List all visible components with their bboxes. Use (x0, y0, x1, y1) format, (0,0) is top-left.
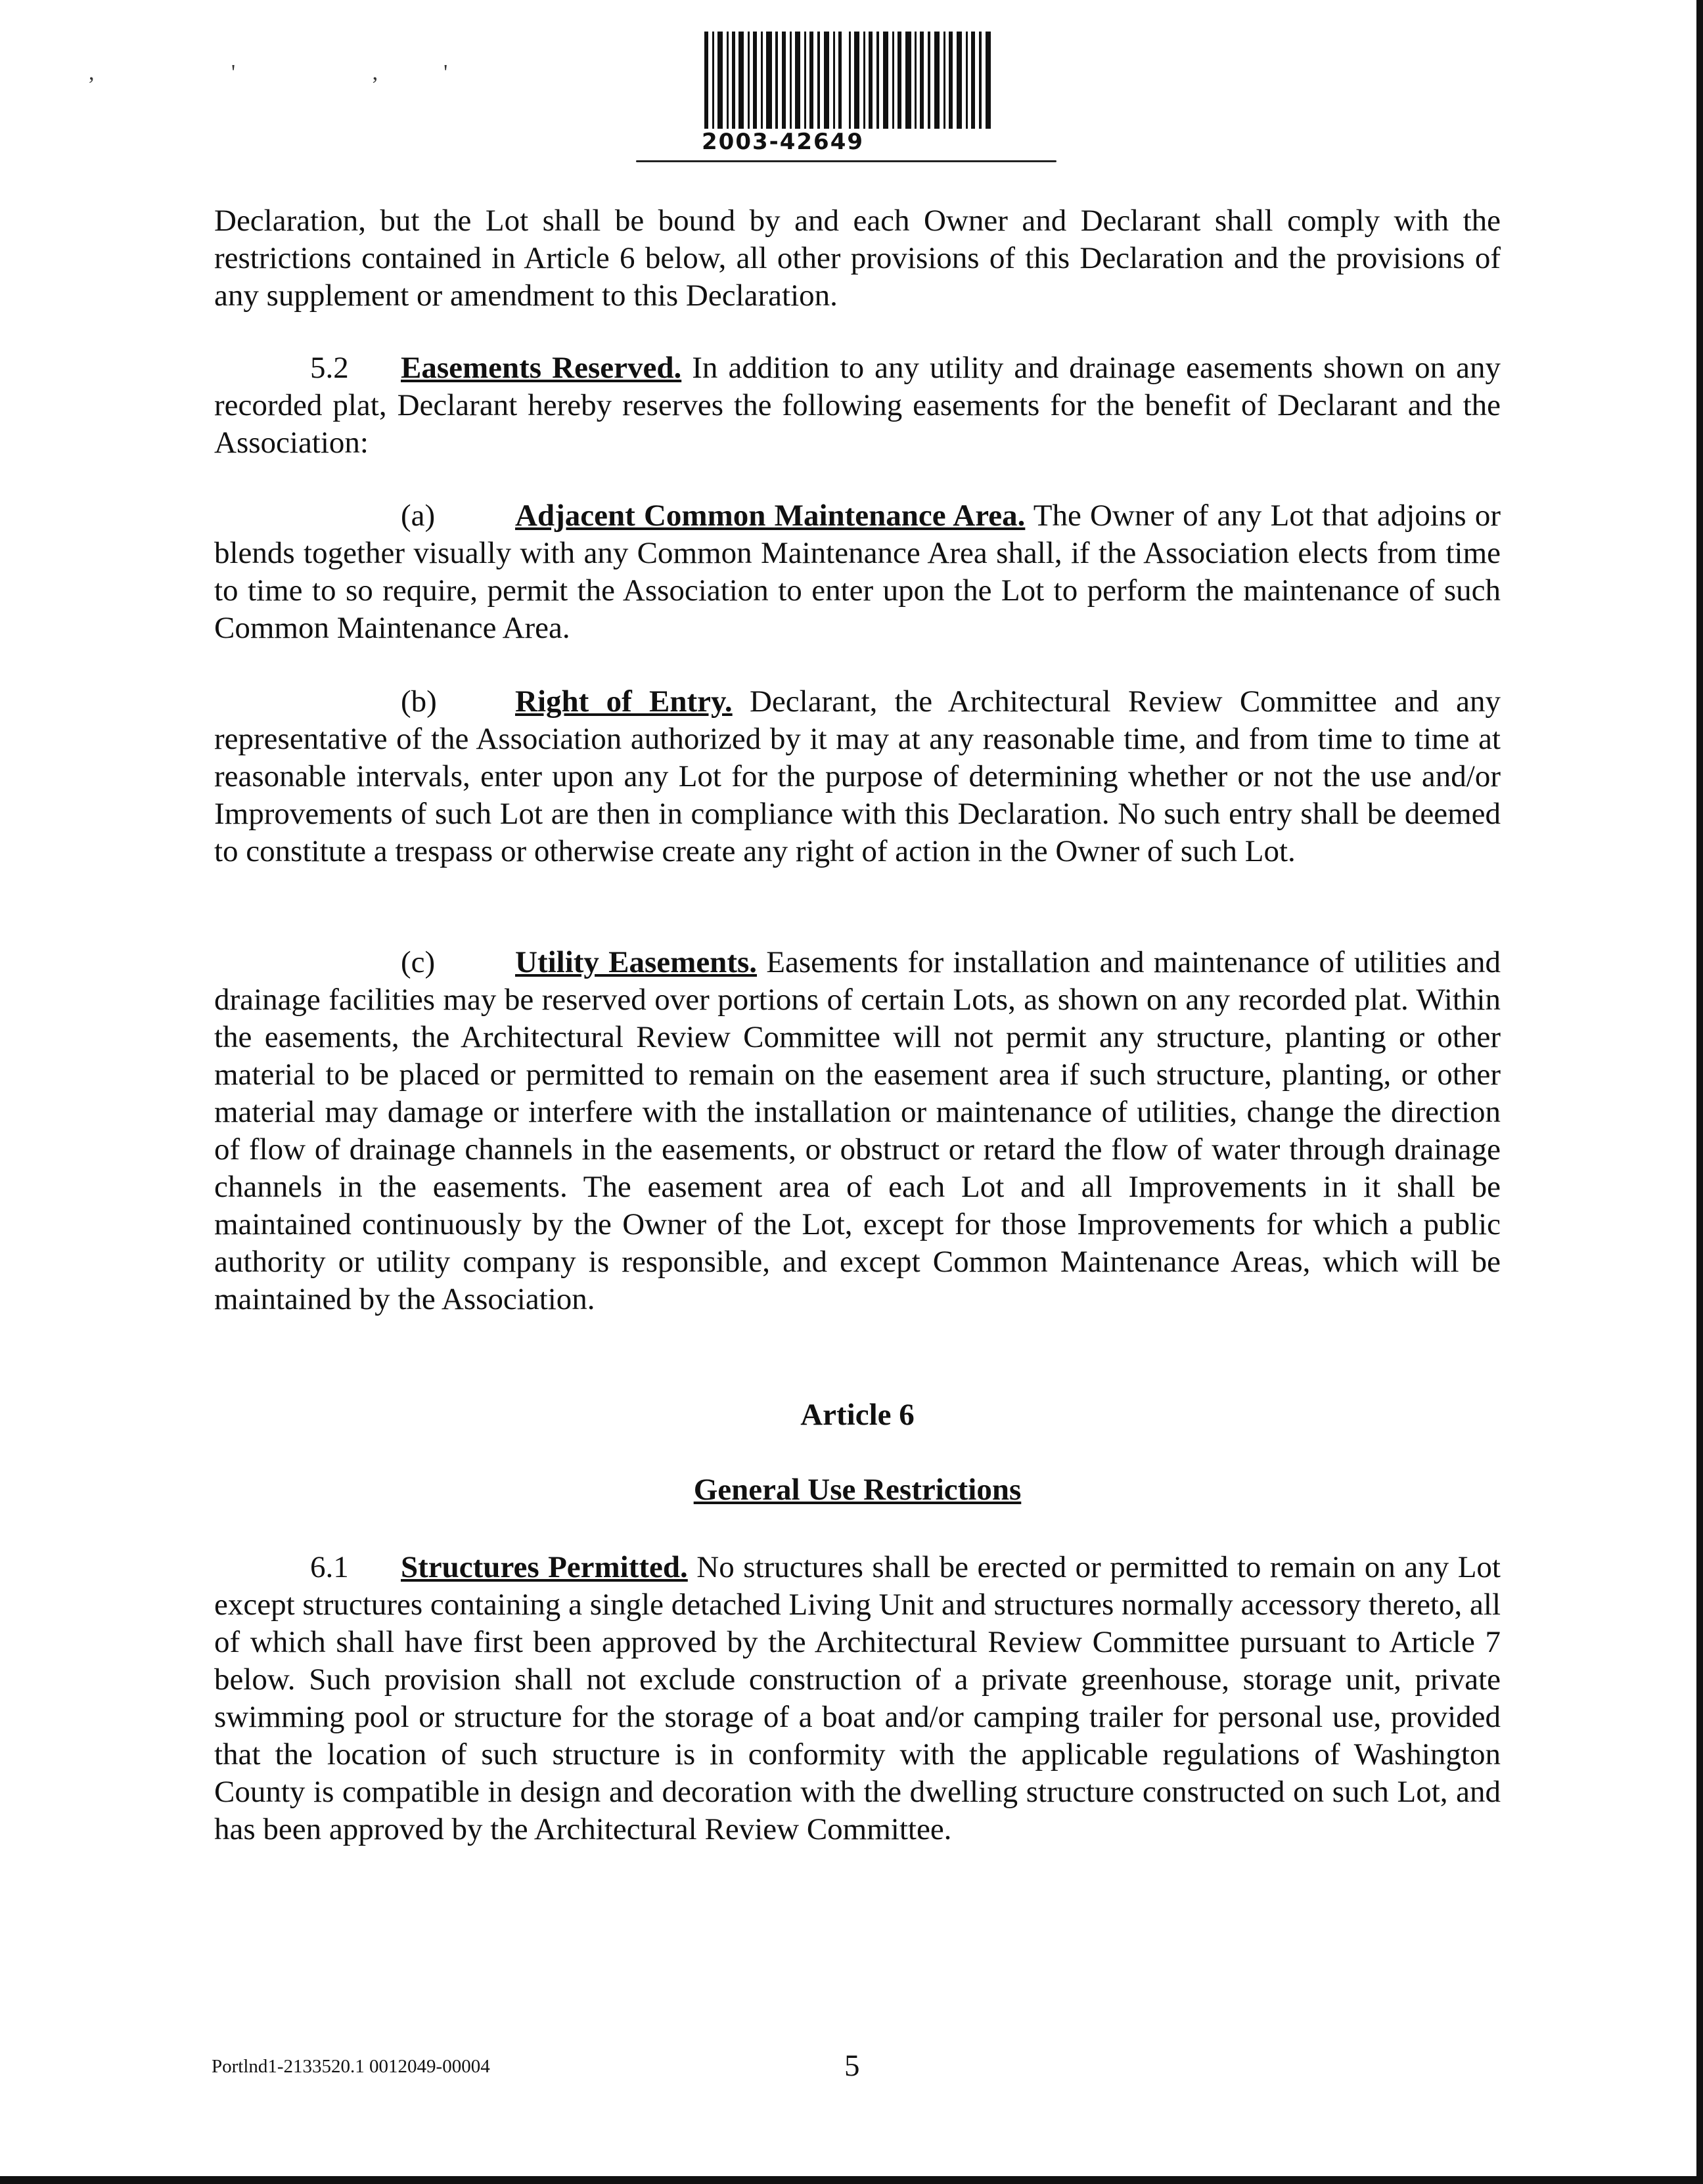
item-heading: Adjacent Common Maintenance Area. (515, 499, 1026, 533)
continuation-paragraph: Declaration, but the Lot shall be bound by and each Owner and Declarant shall comply with the restrictions contained in Article 6 below, all other provisions of this Declaration and the provisions of any supplement or amendment to this Declaration. (214, 204, 1501, 313)
item-heading: Utility Easements. (515, 945, 758, 979)
scan-marks: , ' ,' (89, 60, 514, 85)
page-edge-right (1696, 0, 1703, 2184)
article-title: General Use Restrictions (693, 1473, 1022, 1507)
item-b-paragraph (214, 683, 1501, 870)
article-number: Article 6 (800, 1398, 915, 1432)
document-number: 2003-42649 (702, 129, 868, 155)
section-5-2-paragraph (214, 349, 1501, 462)
section-heading: Structures Permitted. (401, 1550, 688, 1584)
item-label: (b) (401, 684, 437, 719)
item-text: Easements for installation and maintenance of utilities and drainage facilities may be reserved over portions of certain Lots, as shown on any recorded plat. Within the easements, the Architectural Review Committee will not permit any structure, planting or other material to be placed or permitted to remain on the easement area if such structure, planting, or other material may damage or interfere with the installation or maintenance of utilities, change the direction of flow of drainage channels in the easements, or obstruct or retard the flow of water through drainage channels in the easements. The easement area of each Lot and all Improvements in it shall be maintained continuously by the Owner of the Lot, except for those Improvements for which a public authority or utility company is responsible, and except Common Maintenance Areas, which will be maintained by the Association. (214, 945, 1501, 1316)
section-number: 5.2 (310, 351, 349, 385)
section-number: 6.1 (310, 1550, 349, 1584)
item-text: Declarant, the Architectural Review Committee and any representative of the Association authorized by it may at any reasonable time, and from time to time at reasonable intervals, enter upon any Lot for the purpose of determining whether or not the use and/or Improvements of such Lot are then in compliance with this Declaration. No such entry shall be deemed to constitute a trespass or otherwise create any right of action in the Owner of such Lot. (214, 684, 1501, 868)
barcode-underline (636, 160, 1056, 162)
item-a-paragraph (214, 497, 1501, 647)
page-number: 5 (844, 2049, 860, 2083)
item-label: (c) (401, 945, 436, 979)
barcode-image (702, 32, 997, 137)
footer-document-id: Portlnd1-2133520.1 0012049-00004 (212, 2056, 490, 2077)
item-c-paragraph (214, 944, 1501, 1318)
item-text: The Owner of any Lot that adjoins or blends together visually with any Common Maintenance Area shall, if the Association elects from time to time to so require, permit the Association to enter upon the Lot to perform the maintenance of such Common Maintenance Area. (214, 499, 1501, 645)
page-edge-bottom (0, 2176, 1703, 2184)
section-text: In addition to any utility and drainage easements shown on any recorded plat, Declarant hereby reserves the following easements for the benefit of Declarant and the Association: (214, 351, 1501, 460)
section-heading: Easements Reserved. (401, 351, 682, 385)
item-label: (a) (401, 499, 436, 533)
section-6-1-paragraph (214, 1549, 1501, 1848)
recording-barcode (702, 32, 1010, 155)
section-text: No structures shall be erected or permitted to remain on any Lot except structures containing a single detached Living Unit and structures normally accessory thereto, all of which shall have first been approved by the Architectural Review Committee pursuant to Article 7 below. Such provision shall not exclude construction of a private greenhouse, storage unit, private swimming pool or structure for the storage of a boat and/or camping trailer for personal use, provided that the location of such structure is in conformity with the applicable regulations of Washington County is compatible in design and decoration with the dwelling structure constructed on such Lot, and has been approved by the Architectural Review Committee. (214, 1550, 1501, 1846)
item-heading: Right of Entry. (515, 684, 733, 719)
